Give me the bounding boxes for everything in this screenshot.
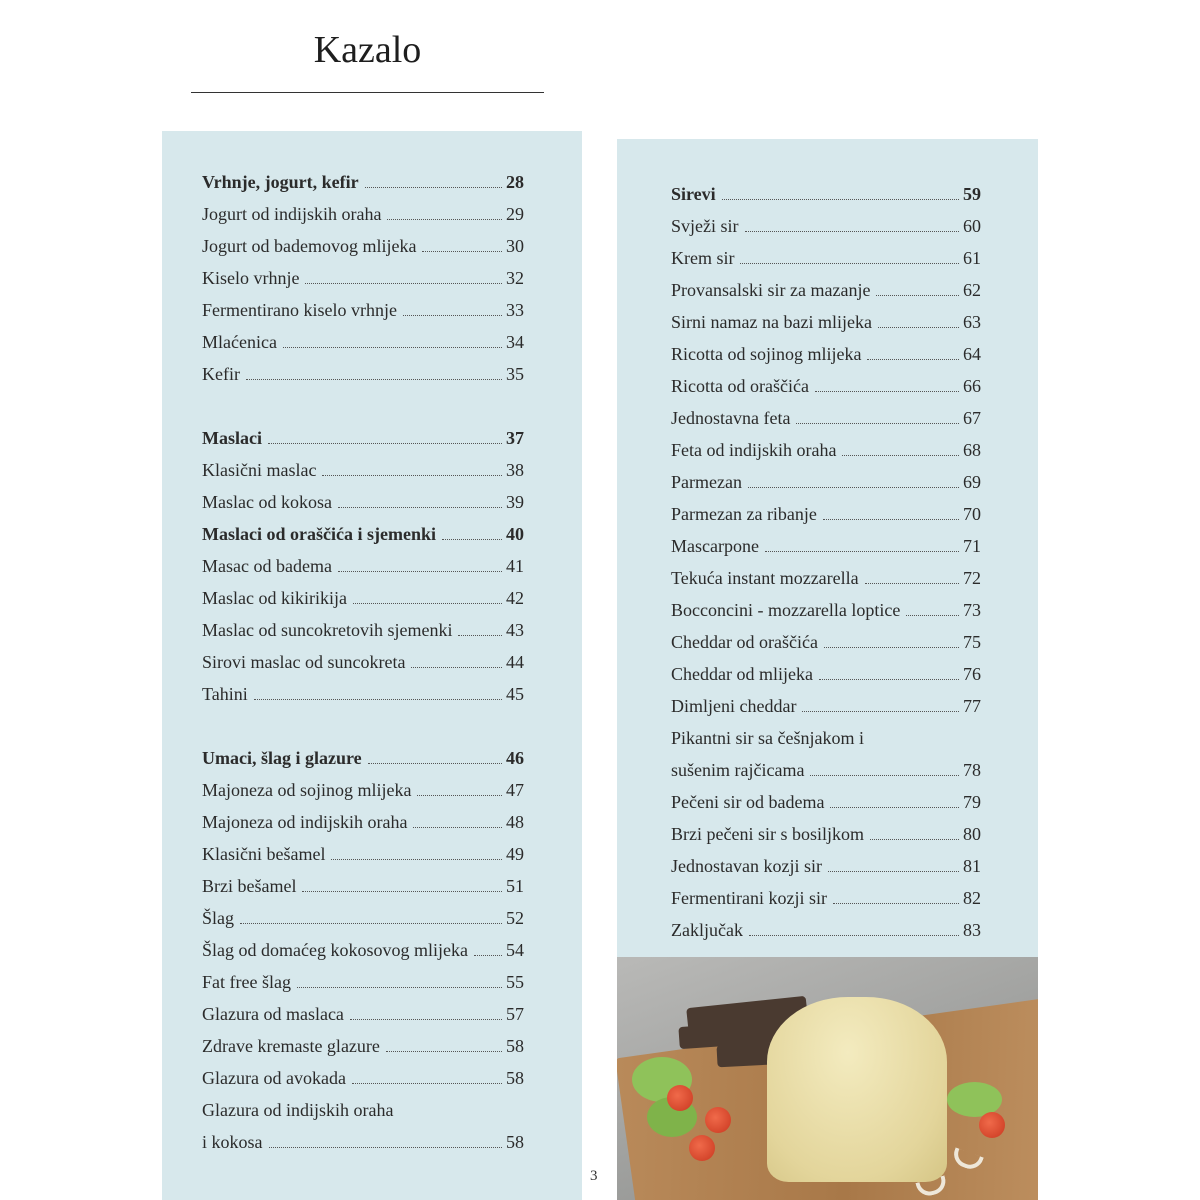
toc-entry-title: Cheddar od oraščića [671, 632, 818, 652]
toc-entry-title: Fat free šlag [202, 972, 291, 992]
toc-entry[interactable] [202, 453, 524, 485]
tomato [705, 1107, 731, 1133]
toc-entry-title: Svježi sir [671, 216, 739, 236]
toc-entry[interactable] [671, 593, 981, 625]
toc-entry-title: Kiselo vrhnje [202, 268, 300, 288]
toc-entry[interactable] [671, 913, 981, 945]
dot-leader [302, 891, 502, 892]
toc-entry-title: Majoneza od indijskih oraha [202, 812, 408, 832]
toc-entry-title: Masac od badema [202, 556, 332, 576]
toc-entry-title: sušenim rajčicama [671, 760, 805, 780]
toc-page-number: 81 [963, 856, 981, 876]
toc-entry-title: Kefir [202, 364, 240, 384]
toc-page-number: 62 [963, 280, 981, 300]
toc-page-number: 46 [506, 748, 524, 768]
dot-leader [878, 327, 959, 328]
dot-leader [368, 763, 502, 764]
toc-page-number: 83 [963, 920, 981, 940]
toc-page-number: 55 [506, 972, 524, 992]
toc-entry-title: Majoneza od sojinog mlijeka [202, 780, 412, 800]
dot-leader [745, 231, 960, 232]
dot-leader [283, 347, 502, 348]
toc-entry[interactable] [202, 677, 524, 709]
dot-leader [748, 487, 959, 488]
toc-right-panel [617, 139, 1038, 957]
toc-entry-title: Brzi bešamel [202, 876, 297, 896]
toc-entry[interactable] [202, 1061, 524, 1093]
dot-leader [870, 839, 959, 840]
toc-page-number: 47 [506, 780, 524, 800]
toc-entry[interactable] [671, 465, 981, 497]
toc-entry-title: Vrhnje, jogurt, kefir [202, 172, 359, 192]
toc-entry[interactable] [671, 689, 981, 721]
toc-entry[interactable] [671, 817, 981, 849]
toc-entry-title: Fermentirano kiselo vrhnje [202, 300, 397, 320]
dot-leader [765, 551, 959, 552]
dot-leader [240, 923, 502, 924]
dot-leader [865, 583, 959, 584]
toc-page-number: 80 [963, 824, 981, 844]
toc-entry-title: Glazura od indijskih oraha [202, 1100, 394, 1120]
dot-leader [350, 1019, 502, 1020]
toc-entry[interactable] [671, 209, 981, 241]
toc-entry-title: Klasični bešamel [202, 844, 326, 864]
dot-leader [422, 251, 502, 252]
toc-section-heading[interactable] [202, 741, 524, 773]
toc-page-number: 68 [963, 440, 981, 460]
toc-entry[interactable] [671, 529, 981, 561]
toc-page-number: 42 [506, 588, 524, 608]
toc-page-number: 77 [963, 696, 981, 716]
dot-leader [876, 295, 959, 296]
toc-page-number: 49 [506, 844, 524, 864]
toc-page-number: 51 [506, 876, 524, 896]
toc-entry[interactable] [202, 1125, 524, 1157]
tomato [979, 1112, 1005, 1138]
toc-entry[interactable] [202, 1093, 524, 1125]
toc-entry-title: Mlaćenica [202, 332, 277, 352]
toc-page-number: 29 [506, 204, 524, 224]
dot-leader [254, 699, 502, 700]
toc-entry-title: Glazura od maslaca [202, 1004, 344, 1024]
toc-entry[interactable] [671, 305, 981, 337]
toc-entry-title: Brzi pečeni sir s bosiljkom [671, 824, 864, 844]
toc-entry-title: Sirovi maslac od suncokreta [202, 652, 406, 672]
dot-leader [810, 775, 959, 776]
dot-leader [403, 315, 502, 316]
toc-entry-title: Šlag [202, 908, 235, 928]
toc-entry[interactable] [671, 561, 981, 593]
toc-page-number: 72 [963, 568, 981, 588]
dot-leader [305, 283, 502, 284]
toc-entry[interactable] [671, 849, 981, 881]
toc-entry-title: Tahini [202, 684, 248, 704]
toc-page-number: 30 [506, 236, 524, 256]
toc-entry[interactable] [202, 613, 524, 645]
toc-entry-title: Pečeni sir od badema [671, 792, 825, 812]
toc-entry[interactable] [671, 657, 981, 689]
toc-entry[interactable] [671, 785, 981, 817]
toc-page-number: 82 [963, 888, 981, 908]
dot-leader [842, 455, 959, 456]
toc-entry-title: Klasični maslac [202, 460, 317, 480]
dot-leader [474, 955, 502, 956]
toc-page-number: 35 [506, 364, 524, 384]
toc-entry[interactable] [671, 497, 981, 529]
toc-entry-title: Feta od indijskih oraha [671, 440, 837, 460]
dot-leader [338, 571, 502, 572]
toc-entry[interactable] [671, 337, 981, 369]
toc-entry[interactable] [202, 965, 524, 997]
toc-page-number: 32 [506, 268, 524, 288]
toc-entry[interactable] [202, 485, 524, 517]
toc-section-heading[interactable] [671, 177, 981, 209]
dot-leader [823, 519, 959, 520]
toc-page-number: 59 [963, 184, 981, 204]
toc-entry[interactable] [671, 721, 981, 753]
dot-leader [413, 827, 502, 828]
toc-entry-title: Umaci, šlag i glazure [202, 748, 362, 768]
toc-entry[interactable] [202, 805, 524, 837]
toc-page-number: 70 [963, 504, 981, 524]
toc-entry[interactable] [671, 241, 981, 273]
toc-entry[interactable] [202, 773, 524, 805]
toc-entry-title: Maslac od suncokretovih sjemenki [202, 620, 453, 640]
page-title: Kazalo [313, 29, 422, 71]
toc-page-number: 52 [506, 908, 524, 928]
toc-entry-title: Maslaci [202, 428, 262, 448]
toc-entry[interactable] [202, 197, 524, 229]
toc-page-number: 58 [506, 1036, 524, 1056]
dot-leader [830, 807, 959, 808]
toc-page-number: 73 [963, 600, 981, 620]
toc-page-number: 45 [506, 684, 524, 704]
toc-page-number: 57 [506, 1004, 524, 1024]
dot-leader [338, 507, 502, 508]
toc-entry-title: Sirevi [671, 184, 716, 204]
dot-leader [458, 635, 502, 636]
toc-page-number: 54 [506, 940, 524, 960]
dot-leader [365, 187, 502, 188]
toc-page-number: 63 [963, 312, 981, 332]
toc-entry-title: Pikantni sir sa češnjakom i [671, 728, 864, 748]
toc-entry[interactable] [671, 753, 981, 785]
toc-entry-title: Sirni namaz na bazi mlijeka [671, 312, 872, 332]
toc-entry-title: Jednostavan kozji sir [671, 856, 822, 876]
toc-page-number: 71 [963, 536, 981, 556]
toc-entry-title: Jogurt od bademovog mlijeka [202, 236, 417, 256]
toc-page-number: 40 [506, 524, 524, 544]
toc-page-number: 28 [506, 172, 524, 192]
dot-leader [386, 1051, 502, 1052]
toc-left-panel [162, 131, 582, 1200]
toc-page-number: 66 [963, 376, 981, 396]
toc-entry[interactable] [202, 997, 524, 1029]
toc-entry[interactable] [202, 357, 524, 389]
toc-entry-title: Fermentirani kozji sir [671, 888, 827, 908]
dot-leader [411, 667, 502, 668]
toc-entry-title: Dimljeni cheddar [671, 696, 797, 716]
toc-entry-title: Parmezan za ribanje [671, 504, 817, 524]
toc-entry-title: Maslac od kikirikija [202, 588, 347, 608]
toc-page-number: 60 [963, 216, 981, 236]
toc-page-number: 39 [506, 492, 524, 512]
toc-page-number: 38 [506, 460, 524, 480]
toc-list-left [202, 165, 524, 1157]
toc-page-number: 67 [963, 408, 981, 428]
page-number: 3 [590, 1168, 598, 1184]
toc-entry[interactable] [202, 1029, 524, 1061]
dot-leader [352, 1083, 502, 1084]
dot-leader [417, 795, 502, 796]
dot-leader [828, 871, 959, 872]
dot-leader [268, 443, 502, 444]
toc-page-number: 48 [506, 812, 524, 832]
toc-page-number: 61 [963, 248, 981, 268]
toc-entry[interactable] [202, 581, 524, 613]
toc-entry[interactable] [671, 273, 981, 305]
toc-entry[interactable] [202, 933, 524, 965]
dot-leader [802, 711, 959, 712]
toc-page-number: 34 [506, 332, 524, 352]
toc-page-number: 41 [506, 556, 524, 576]
toc-page-number: 78 [963, 760, 981, 780]
toc-page-number: 37 [506, 428, 524, 448]
toc-entry[interactable] [671, 401, 981, 433]
toc-entry-title: Tekuća instant mozzarella [671, 568, 859, 588]
toc-page-number: 58 [506, 1132, 524, 1152]
dot-leader [824, 647, 959, 648]
toc-entry-title: Ricotta od sojinog mlijeka [671, 344, 862, 364]
tomato [689, 1135, 715, 1161]
toc-page-number: 75 [963, 632, 981, 652]
toc-page-number: 76 [963, 664, 981, 684]
toc-entry[interactable] [202, 261, 524, 293]
toc-entry-title: Ricotta od oraščića [671, 376, 809, 396]
toc-entry-title: Provansalski sir za mazanje [671, 280, 871, 300]
section-spacer [202, 709, 524, 741]
toc-entry-title: Jednostavna feta [671, 408, 791, 428]
toc-entry-title: Šlag od domaćeg kokosovog mlijeka [202, 940, 468, 960]
cheese-photo [617, 957, 1038, 1200]
dot-leader [331, 859, 502, 860]
dot-leader [749, 935, 959, 936]
toc-entry[interactable] [671, 625, 981, 657]
dot-leader [906, 615, 959, 616]
dot-leader [819, 679, 959, 680]
dot-leader [322, 475, 502, 476]
dot-leader [815, 391, 959, 392]
dot-leader [740, 263, 959, 264]
toc-page-number: 69 [963, 472, 981, 492]
dot-leader [722, 199, 959, 200]
toc-entry-title: Parmezan [671, 472, 742, 492]
toc-entry[interactable] [202, 229, 524, 261]
dot-leader [353, 603, 502, 604]
title-underline [191, 92, 544, 93]
toc-entry-title: Krem sir [671, 248, 735, 268]
toc-list-right [671, 177, 981, 945]
dot-leader [442, 539, 502, 540]
toc-entry-title: Jogurt od indijskih oraha [202, 204, 382, 224]
dot-leader [833, 903, 959, 904]
toc-entry[interactable] [202, 869, 524, 901]
tomato [667, 1085, 693, 1111]
cheese-wheel [767, 997, 947, 1182]
toc-page-number: 43 [506, 620, 524, 640]
toc-page-number: 58 [506, 1068, 524, 1088]
toc-entry-title: Zaključak [671, 920, 743, 940]
toc-page-number: 44 [506, 652, 524, 672]
toc-entry[interactable] [202, 549, 524, 581]
toc-page-number: 64 [963, 344, 981, 364]
toc-entry[interactable] [202, 645, 524, 677]
toc-entry-title: Maslaci od oraščića i sjemenki [202, 524, 436, 544]
toc-entry-title: Maslac od kokosa [202, 492, 332, 512]
toc-entry[interactable] [671, 881, 981, 913]
toc-entry-title: Bocconcini - mozzarella loptice [671, 600, 901, 620]
toc-entry-title: i kokosa [202, 1132, 263, 1152]
toc-entry[interactable] [202, 293, 524, 325]
toc-section-heading[interactable] [202, 165, 524, 197]
toc-page-number: 33 [506, 300, 524, 320]
dot-leader [269, 1147, 503, 1148]
dot-leader [867, 359, 959, 360]
toc-entry-title: Zdrave kremaste glazure [202, 1036, 380, 1056]
toc-entry[interactable] [671, 433, 981, 465]
toc-entry[interactable] [202, 325, 524, 357]
dot-leader [387, 219, 502, 220]
dot-leader [796, 423, 959, 424]
toc-entry-title: Cheddar od mlijeka [671, 664, 813, 684]
dot-leader [246, 379, 502, 380]
toc-section-heading[interactable] [202, 421, 524, 453]
toc-entry[interactable] [202, 837, 524, 869]
section-spacer [202, 389, 524, 421]
toc-entry-title: Mascarpone [671, 536, 759, 556]
toc-entry[interactable] [202, 901, 524, 933]
toc-page-number: 79 [963, 792, 981, 812]
toc-section-heading[interactable] [202, 517, 524, 549]
dot-leader [297, 987, 502, 988]
toc-entry-title: Glazura od avokada [202, 1068, 346, 1088]
toc-entry[interactable] [671, 369, 981, 401]
